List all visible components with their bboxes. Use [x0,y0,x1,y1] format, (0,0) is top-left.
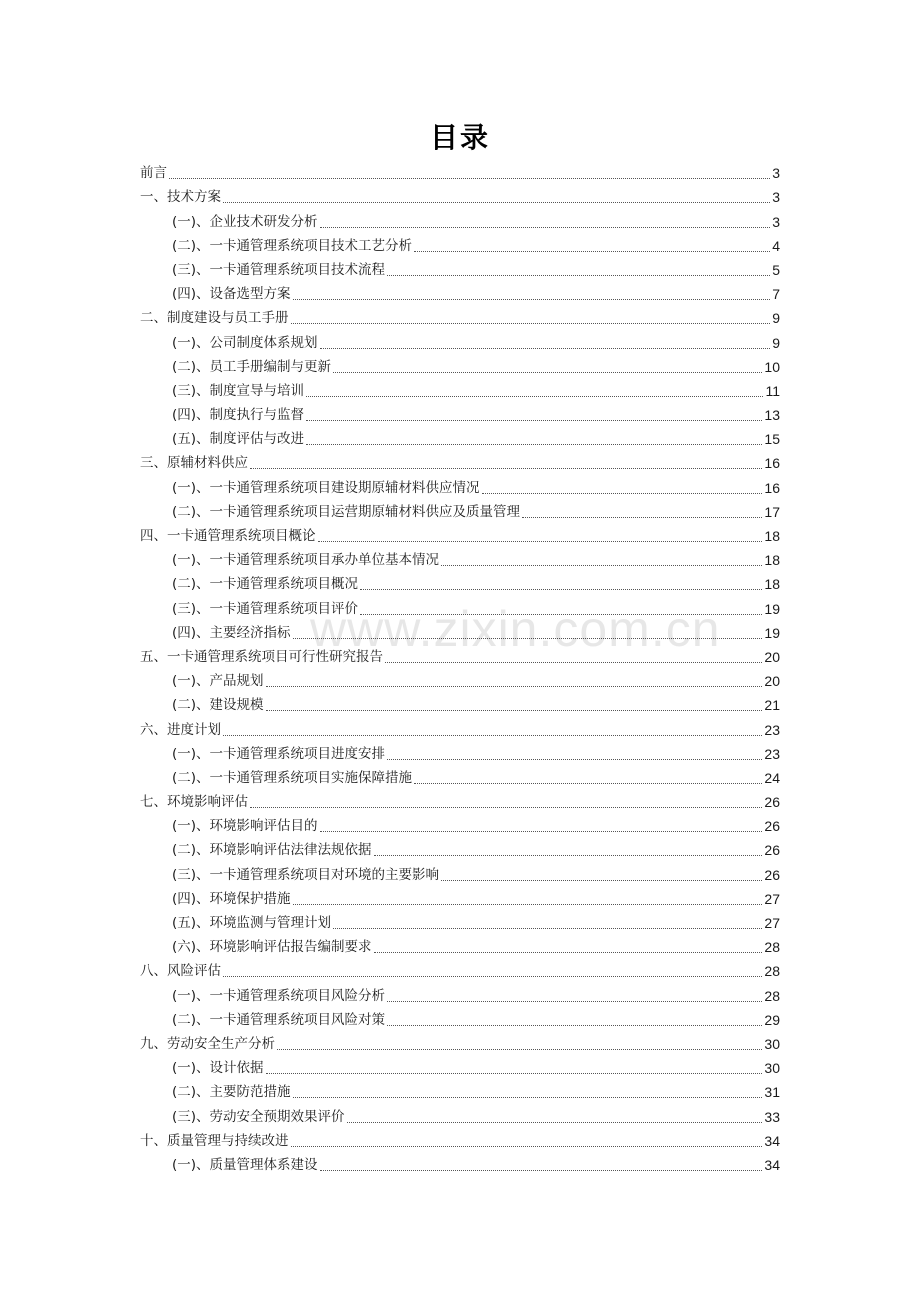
toc-leader-dots [387,1001,762,1002]
toc-entry-page-number: 19 [764,600,780,617]
toc-entry-label: (三)、劳动安全预期效果评价 [172,1108,345,1125]
table-of-contents [140,160,780,1176]
toc-leader-dots [441,880,762,881]
toc-entry[interactable] [140,813,780,837]
toc-entry-page-number: 34 [764,1132,780,1149]
toc-entry-page-number: 24 [764,769,780,786]
toc-entry[interactable] [140,1079,780,1103]
toc-entry-label: (三)、一卡通管理系统项目对环境的主要影响 [172,866,440,883]
toc-entry[interactable] [140,1031,780,1055]
toc-entry-label: (一)、产品规划 [172,673,264,690]
toc-entry-label: (二)、员工手册编制与更新 [172,358,332,375]
toc-entry-label: 五、一卡通管理系统项目可行性研究报告 [140,648,383,665]
toc-leader-dots [306,444,762,445]
toc-entry[interactable] [140,716,780,740]
toc-entry-page-number: 20 [764,673,780,690]
toc-entry-label: 十、质量管理与持续改进 [140,1132,289,1149]
toc-leader-dots [385,662,762,663]
toc-entry[interactable] [140,329,780,353]
toc-entry[interactable] [140,982,780,1006]
toc-leader-dots [482,493,763,494]
toc-entry-page-number: 23 [764,721,780,738]
toc-entry-page-number: 30 [764,1060,780,1077]
toc-entry-label: (一)、质量管理体系建设 [172,1156,318,1173]
toc-leader-dots [266,1073,763,1074]
toc-leader-dots [293,299,771,300]
toc-entry-label: 六、进度计划 [140,721,221,738]
toc-entry[interactable] [140,668,780,692]
toc-leader-dots [293,904,763,905]
toc-entry-page-number: 26 [764,866,780,883]
toc-entry[interactable] [140,378,780,402]
toc-entry-label: (六)、环境影响评估报告编制要求 [172,939,372,956]
toc-entry-page-number: 27 [764,915,780,931]
toc-entry-page-number: 16 [764,455,780,472]
toc-leader-dots [293,638,763,639]
toc-entry-label: (四)、主要经济指标 [172,624,291,641]
toc-entry-label: 前言 [140,165,167,182]
toc-entry-page-number: 3 [772,213,780,230]
toc-entry[interactable] [140,160,780,184]
toc-entry-page-number: 31 [764,1084,780,1101]
toc-entry-page-number: 15 [764,431,780,448]
toc-entry-page-number: 23 [764,745,780,762]
toc-entry-label: (四)、制度执行与监督 [172,407,305,424]
toc-leader-dots [320,1170,763,1171]
toc-entry[interactable] [140,934,780,958]
toc-leader-dots [318,541,763,542]
toc-leader-dots [374,952,763,953]
toc-entry-label: (四)、设备选型方案 [172,286,291,303]
toc-entry-page-number: 4 [772,237,780,254]
page-title: 目录 [429,121,490,154]
toc-entry-label: (一)、一卡通管理系统项目建设期原辅材料供应情况 [172,479,480,496]
toc-entry-label: (一)、一卡通管理系统项目承办单位基本情况 [172,552,440,569]
toc-entry[interactable] [140,861,780,885]
toc-entry[interactable] [140,1055,780,1079]
toc-entry-page-number: 29 [764,1011,780,1028]
toc-leader-dots [522,517,762,518]
toc-entry-label: 九、劳动安全生产分析 [140,1035,275,1052]
toc-entry-label: (五)、制度评估与改进 [172,431,305,448]
toc-entry-label: 八、风险评估 [140,963,221,980]
toc-entry-label: (二)、一卡通管理系统项目技术工艺分析 [172,237,413,254]
toc-entry-label: (二)、一卡通管理系统项目概况 [172,576,359,593]
toc-leader-dots [223,976,762,977]
toc-leader-dots [223,202,770,203]
toc-leader-dots [291,323,771,324]
toc-entry-label: 三、原辅材料供应 [140,455,248,472]
toc-entry[interactable] [140,1128,780,1152]
toc-leader-dots [266,710,763,711]
toc-entry[interactable] [140,474,780,498]
toc-entry-page-number: 9 [772,334,780,351]
toc-entry-page-number: 28 [764,987,780,1004]
toc-entry-page-number: 17 [764,503,780,520]
toc-entry[interactable] [140,450,780,474]
toc-entry-label: (二)、一卡通管理系统项目运营期原辅材料供应及质量管理 [172,503,521,520]
toc-leader-dots [387,275,770,276]
toc-entry-page-number: 9 [772,310,780,327]
toc-entry-page-number: 28 [764,963,780,980]
toc-leader-dots [266,686,763,687]
toc-leader-dots [360,589,762,590]
toc-entry-label: 二、制度建设与员工手册 [140,310,289,327]
toc-entry-page-number: 16 [764,479,780,496]
toc-entry-page-number: 21 [764,697,780,714]
toc-leader-dots [333,372,762,373]
toc-leader-dots [293,1097,763,1098]
toc-entry-page-number: 26 [764,842,780,859]
toc-entry[interactable] [140,886,780,910]
toc-entry[interactable] [140,305,780,329]
toc-entry[interactable] [140,523,780,547]
toc-leader-dots [291,1146,763,1147]
toc-entry[interactable] [140,692,780,716]
toc-entry-label: (三)、一卡通管理系统项目评价 [172,600,359,617]
toc-entry[interactable] [140,595,780,619]
toc-leader-dots [320,831,763,832]
toc-entry-page-number: 19 [764,624,780,641]
toc-entry[interactable] [140,233,780,257]
toc-entry-page-number: 10 [764,358,780,375]
toc-entry[interactable] [140,765,780,789]
toc-entry-page-number: 33 [764,1108,780,1125]
toc-entry-page-number: 3 [772,165,780,182]
toc-entry-page-number: 28 [764,939,780,956]
toc-entry-page-number: 5 [772,261,780,278]
toc-leader-dots [169,178,770,179]
toc-entry-label: (一)、设计依据 [172,1060,264,1077]
toc-entry-label: (五)、环境监测与管理计划 [172,915,332,931]
toc-entry[interactable] [140,837,780,861]
toc-entry-label: (三)、制度宣导与培训 [172,382,305,399]
toc-entry-page-number: 18 [764,528,780,544]
toc-entry-label: (一)、一卡通管理系统项目风险分析 [172,987,386,1004]
toc-entry-label: 四、一卡通管理系统项目概论 [140,528,316,544]
toc-entry-page-number: 27 [764,890,780,907]
toc-leader-dots [223,735,762,736]
toc-entry[interactable] [140,426,780,450]
toc-entry[interactable] [140,402,780,426]
toc-entry-page-number: 26 [764,794,780,811]
toc-entry[interactable] [140,620,780,644]
toc-leader-dots [320,348,771,349]
toc-leader-dots [441,565,762,566]
toc-entry-page-number: 3 [772,189,780,206]
toc-leader-dots [414,251,770,252]
toc-entry[interactable] [140,257,780,281]
toc-entry[interactable] [140,910,780,934]
toc-entry-page-number: 34 [764,1156,780,1173]
toc-leader-dots [277,1049,762,1050]
toc-leader-dots [347,1122,763,1123]
toc-entry[interactable] [140,547,780,571]
toc-entry-page-number: 26 [764,818,780,835]
toc-leader-dots [250,468,762,469]
toc-entry[interactable] [140,958,780,982]
toc-leader-dots [414,783,762,784]
toc-entry[interactable] [140,644,780,668]
toc-entry-page-number: 7 [772,286,780,303]
toc-entry[interactable] [140,1152,780,1176]
toc-entry[interactable] [140,208,780,232]
toc-entry[interactable] [140,789,780,813]
toc-entry-label: (二)、建设规模 [172,697,264,714]
toc-entry-page-number: 13 [764,407,780,424]
toc-entry-label: 七、环境影响评估 [140,794,248,811]
toc-entry-page-number: 20 [764,648,780,665]
toc-entry[interactable] [140,1007,780,1031]
toc-leader-dots [320,227,771,228]
watermark: www.zixin.com.cn [310,601,721,657]
toc-entry[interactable] [140,499,780,523]
toc-entry[interactable] [140,281,780,305]
toc-entry[interactable] [140,184,780,208]
toc-leader-dots [250,807,762,808]
toc-entry-label: (二)、环境影响评估法律法规依据 [172,842,372,859]
toc-leader-dots [387,759,762,760]
toc-leader-dots [333,928,762,929]
toc-entry-label: (四)、环境保护措施 [172,890,291,907]
toc-leader-dots [374,855,763,856]
toc-entry[interactable] [140,741,780,765]
toc-entry-label: (一)、环境影响评估目的 [172,818,318,835]
toc-entry-label: (一)、企业技术研发分析 [172,213,318,230]
toc-leader-dots [306,396,763,397]
toc-entry-label: (二)、主要防范措施 [172,1084,291,1101]
toc-entry-label: (一)、一卡通管理系统项目进度安排 [172,745,386,762]
toc-entry[interactable] [140,1103,780,1127]
toc-entry-label: (一)、公司制度体系规划 [172,334,318,351]
toc-entry-page-number: 11 [765,382,780,399]
toc-entry-label: 一、技术方案 [140,189,221,206]
toc-entry[interactable] [140,571,780,595]
toc-leader-dots [306,420,762,421]
toc-entry-label: (二)、一卡通管理系统项目风险对策 [172,1011,386,1028]
toc-entry-page-number: 30 [764,1035,780,1052]
toc-entry-page-number: 18 [764,552,780,569]
toc-entry-label: (二)、一卡通管理系统项目实施保障措施 [172,769,413,786]
toc-entry-page-number: 18 [764,576,780,593]
toc-leader-dots [387,1025,762,1026]
toc-entry-label: (三)、一卡通管理系统项目技术流程 [172,261,386,278]
toc-entry[interactable] [140,354,780,378]
toc-leader-dots [360,614,762,615]
